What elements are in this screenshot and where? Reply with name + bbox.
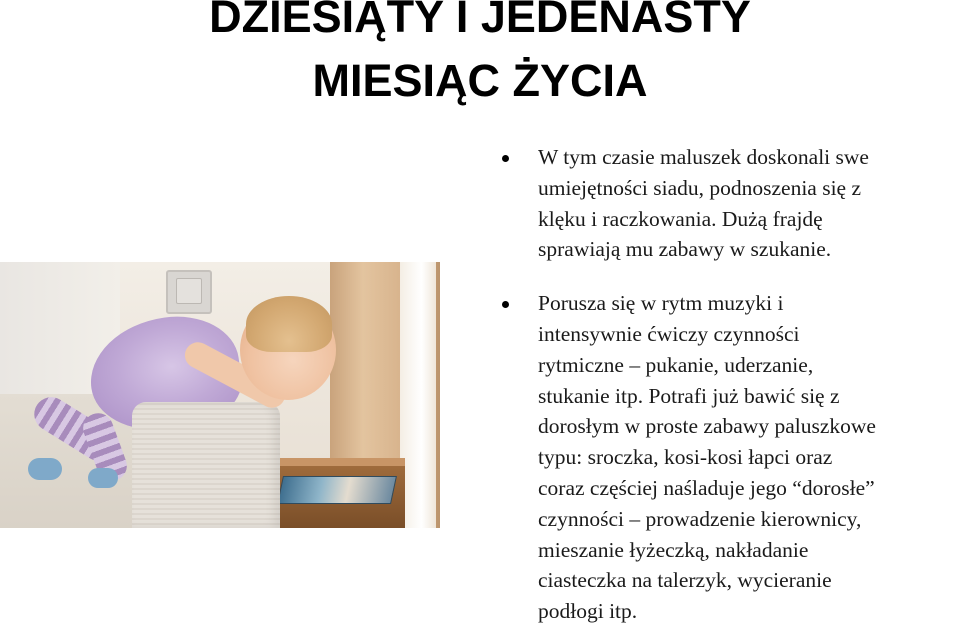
baby-photo	[0, 262, 440, 528]
photo-door-edge	[400, 262, 436, 528]
bullet-dot-icon	[502, 155, 509, 162]
photo-sofa-arm	[132, 402, 280, 528]
bullet-item	[500, 288, 960, 627]
slide-title-line-2: MIESIĄC ŻYCIA	[312, 55, 648, 106]
photo-shelf-top	[275, 458, 405, 466]
photo-baby-sock-2	[88, 468, 118, 488]
bullet-text: Porusza się w rytm muzyki i intensywnie ćwiczy czynności rytmiczne – pukanie, uderzanie, stukanie itp. Potrafi już bawić się z dorosłym w proste zabawy paluszkowe typu: sroczka, kosi-kosi łapci oraz coraz częściej naśladuje jego “dorosłe” czynności – prowadzenie kierownicy, mieszanie łyżeczką, nakładanie ciasteczka na talerzyk, wycieranie podłogi itp.	[538, 291, 876, 624]
bullet-list	[500, 142, 960, 627]
bullet-dot-icon	[502, 301, 509, 308]
photo-wall-speaker	[166, 270, 212, 314]
slide-title-line-1: DZIESIĄTY I JEDENASTY	[209, 0, 751, 42]
bullet-text: W tym czasie maluszek doskonali swe umiejętności siadu, podnoszenia się z klęku i raczkowania. Dużą frajdę sprawiają mu zabawy w szukanie.	[538, 145, 869, 262]
photo-baby-hair	[246, 296, 332, 352]
slide-title	[0, 0, 960, 112]
photo-book	[277, 476, 397, 504]
bullet-item	[500, 142, 960, 265]
photo-baby-sock	[28, 458, 62, 480]
